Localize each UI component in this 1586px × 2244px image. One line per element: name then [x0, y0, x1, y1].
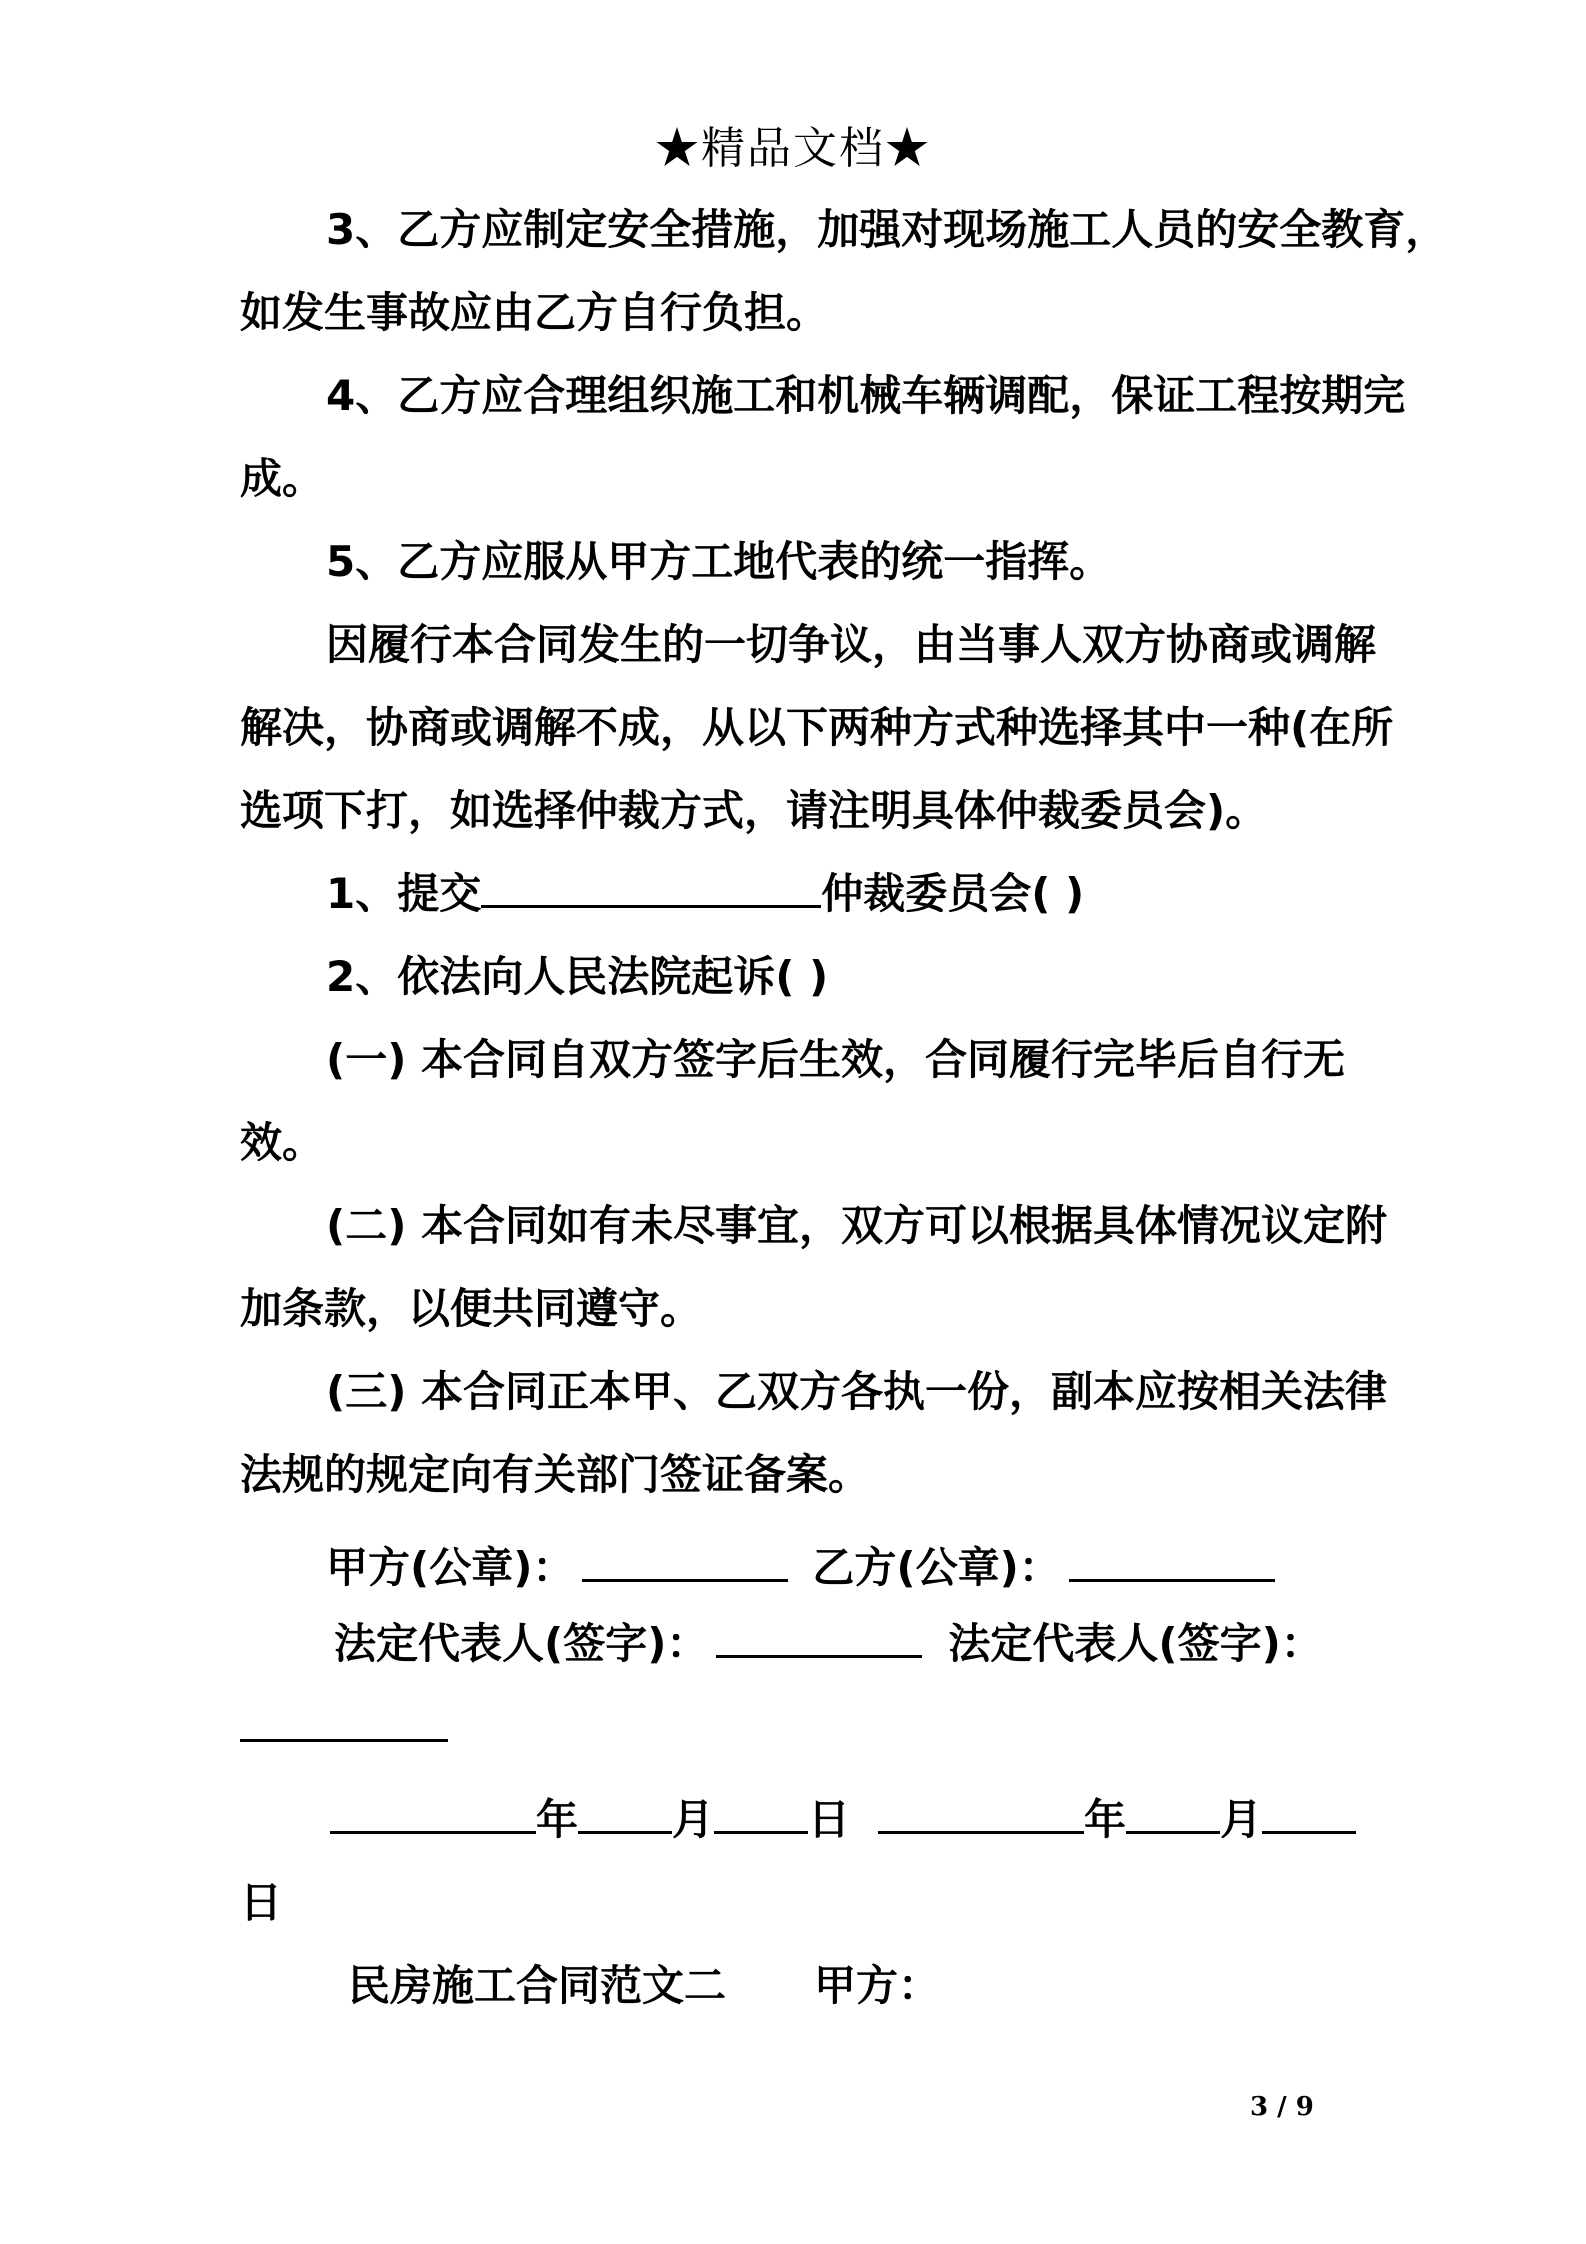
clause-line: (一) 本合同自双方签字后生效，合同履行完毕后自行无 [326, 1035, 1346, 1084]
clause-line: (三) 本合同正本甲、乙双方各执一份，副本应按相关法律 [326, 1367, 1388, 1416]
date-b-month-blank [1126, 1791, 1220, 1834]
date-a-year-blank [330, 1791, 536, 1834]
paragraph-line: 如发生事故应由乙方自行负担。 [240, 288, 829, 337]
representative-row [334, 1614, 1364, 1674]
paragraph-line: 因履行本合同发生的一切争议，由当事人双方协商或调解 [326, 620, 1377, 669]
option-arbitration-prefix: 1、提交 [326, 869, 482, 918]
party-a-seal-label: 甲方(公章)： [326, 1543, 575, 1592]
date-b-day: 日 [240, 1878, 283, 1927]
next-section-party-a: 甲方： [814, 1961, 941, 2010]
date-a-year: 年 [536, 1795, 579, 1844]
arbitration-committee-blank [481, 865, 821, 908]
page-number: 3 / 9 [1250, 2092, 1314, 2122]
party-b-seal-blank [1069, 1539, 1275, 1582]
date-a-day: 日 [808, 1795, 851, 1844]
next-section-row [348, 1956, 1468, 2016]
date-a-month: 月 [672, 1795, 715, 1844]
next-section-title: 民房施工合同范文二 [348, 1961, 727, 2010]
date-b-year: 年 [1084, 1795, 1127, 1844]
date-b-year-blank [878, 1791, 1084, 1834]
party-a-seal-blank [582, 1539, 788, 1582]
rep-a-label: 法定代表人(签字)： [334, 1619, 709, 1668]
rep-b-line [240, 1698, 1360, 1758]
date-b-day-blank [1262, 1791, 1356, 1834]
paragraph-line: 选项下打，如选择仲裁方式，请注明具体仲裁委员会)。 [240, 786, 1268, 835]
date-a-day-blank [714, 1791, 808, 1834]
rep-b-label: 法定代表人(签字)： [948, 1619, 1323, 1668]
option-arbitration [326, 864, 1360, 924]
seal-row [326, 1538, 1360, 1598]
clause-line: 加条款，以便共同遵守。 [240, 1284, 703, 1333]
clause-line: 效。 [240, 1118, 325, 1167]
clause-line: 法规的规定向有关部门签证备案。 [240, 1450, 871, 1499]
paragraph-line: 解决，协商或调解不成，从以下两种方式种选择其中一种(在所 [240, 703, 1394, 752]
date-b-month: 月 [1220, 1795, 1263, 1844]
rep-a-blank [716, 1615, 922, 1658]
date-row [330, 1790, 1364, 1850]
paragraph-line: 4、乙方应合理组织施工和机械车辆调配，保证工程按期完 [326, 371, 1406, 420]
option-arbitration-suffix: 仲裁委员会( ) [821, 869, 1085, 918]
paragraph-line: 3、乙方应制定安全措施，加强对现场施工人员的安全教育， [326, 205, 1448, 254]
page-header: ★精品文档★ [655, 123, 931, 174]
paragraph-line: 成。 [240, 454, 325, 503]
option-court: 2、依法向人民法院起诉( ) [326, 952, 829, 1001]
paragraph-line: 5、乙方应服从甲方工地代表的统一指挥。 [326, 537, 1112, 586]
rep-b-blank [240, 1699, 448, 1742]
party-b-seal-label: 乙方(公章)： [812, 1543, 1061, 1592]
clause-line: (二) 本合同如有未尽事宜，双方可以根据具体情况议定附 [326, 1201, 1388, 1250]
date-a-month-blank [578, 1791, 672, 1834]
